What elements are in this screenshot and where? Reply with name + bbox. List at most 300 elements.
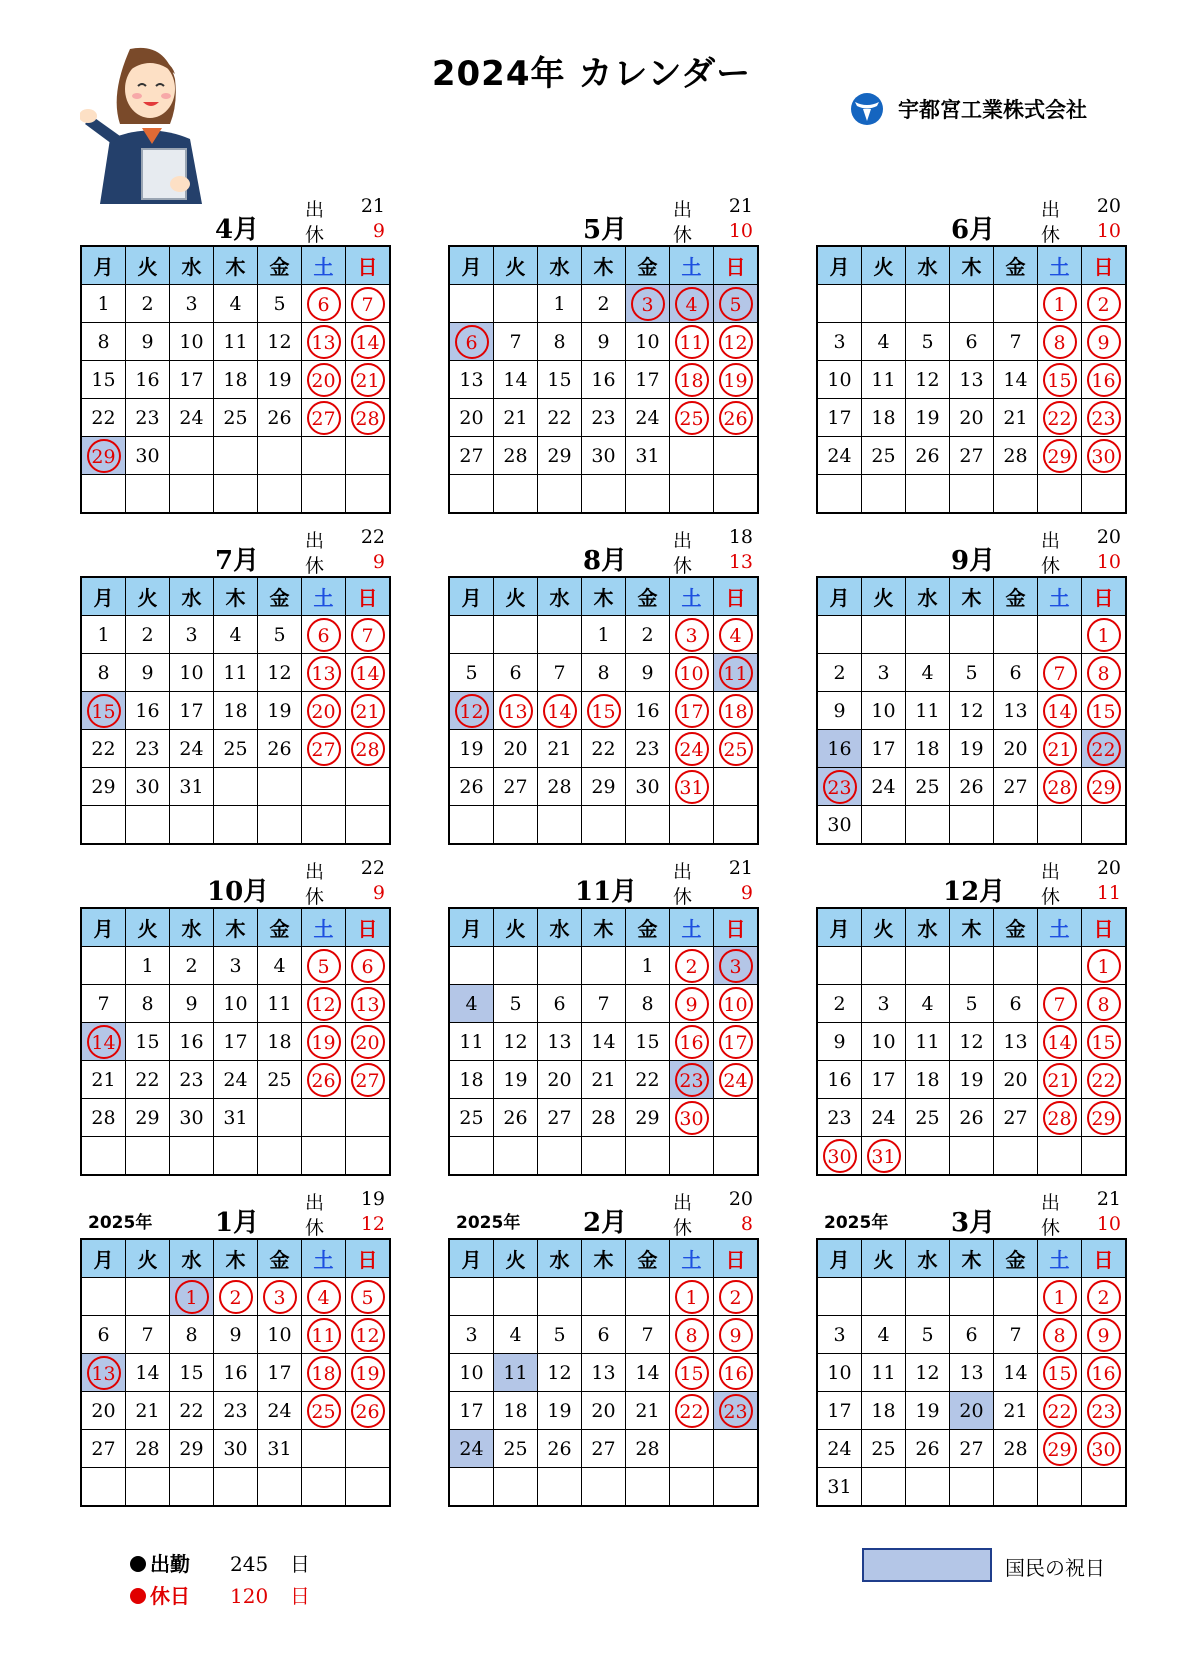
day-number: 13 xyxy=(1003,699,1028,722)
day-cell xyxy=(126,1392,170,1430)
day-cell xyxy=(258,361,302,399)
day-cell xyxy=(494,654,538,692)
month-header xyxy=(448,526,758,576)
day-cell xyxy=(258,654,302,692)
holiday-circle: 16 xyxy=(1087,1356,1121,1390)
holiday-circle: 28 xyxy=(1043,1101,1077,1135)
day-cell xyxy=(346,692,391,730)
weekday-header-row xyxy=(81,577,390,616)
day-cell xyxy=(950,654,994,692)
weekday-header: 木 xyxy=(214,577,258,616)
day-number: 21 xyxy=(547,737,572,760)
holiday-count: 12 xyxy=(360,1213,385,1235)
day-number: 12 xyxy=(959,1030,984,1053)
day-cell xyxy=(670,768,714,806)
holiday-circle: 15 xyxy=(87,694,121,728)
day-cell xyxy=(126,654,170,692)
weekday-header: 土 xyxy=(670,908,714,947)
weekday-header-row xyxy=(81,246,390,285)
day-cell xyxy=(862,437,906,475)
week-row xyxy=(81,1392,390,1430)
holiday-count: 11 xyxy=(1096,882,1121,904)
month-name: 9月 xyxy=(951,546,996,576)
week-row xyxy=(81,768,390,806)
day-cell xyxy=(670,654,714,692)
day-cell xyxy=(670,1099,714,1137)
day-cell xyxy=(626,1023,670,1061)
weekday-header: 水 xyxy=(538,908,582,947)
weekday-header-row xyxy=(449,577,758,616)
day-cell xyxy=(81,1137,126,1176)
day-number: 9 xyxy=(641,661,654,684)
holiday-circle: 20 xyxy=(351,1025,385,1059)
day-number: 18 xyxy=(915,737,940,760)
week-row xyxy=(817,1468,1126,1507)
weekday-header: 日 xyxy=(346,577,391,616)
day-cell xyxy=(494,616,538,654)
day-number: 22 xyxy=(547,406,572,429)
day-cell xyxy=(817,1137,862,1176)
day-cell xyxy=(81,985,126,1023)
week-row xyxy=(81,985,390,1023)
day-number: 23 xyxy=(223,1399,248,1422)
day-cell xyxy=(862,285,906,323)
holiday-circle: 13 xyxy=(307,656,341,690)
day-cell xyxy=(1038,1316,1082,1354)
day-cell xyxy=(714,475,759,514)
day-number: 1 xyxy=(597,623,610,646)
day-number: 25 xyxy=(503,1437,528,1460)
holiday-count-label: 休 xyxy=(673,555,693,577)
day-number: 26 xyxy=(915,1437,940,1460)
day-cell xyxy=(1082,399,1127,437)
month-header xyxy=(80,1188,390,1238)
day-cell xyxy=(214,1316,258,1354)
day-number: 17 xyxy=(871,1068,896,1091)
holiday-circle: 21 xyxy=(1043,732,1077,766)
day-number: 22 xyxy=(91,737,116,760)
day-cell xyxy=(582,1137,626,1176)
day-number: 17 xyxy=(223,1030,248,1053)
day-number: 3 xyxy=(185,292,198,315)
day-number: 21 xyxy=(91,1068,116,1091)
day-cell xyxy=(494,437,538,475)
day-cell xyxy=(994,1468,1038,1507)
day-cell xyxy=(81,1430,126,1468)
day-number: 13 xyxy=(1003,1030,1028,1053)
weekday-header: 金 xyxy=(626,1239,670,1278)
day-number: 10 xyxy=(179,330,204,353)
holiday-count: 8 xyxy=(740,1213,753,1235)
week-row xyxy=(449,985,758,1023)
day-cell xyxy=(346,475,391,514)
holiday-circle: 10 xyxy=(719,987,753,1021)
weekday-header: 日 xyxy=(1082,1239,1127,1278)
weekday-header: 金 xyxy=(626,577,670,616)
day-cell xyxy=(670,1354,714,1392)
day-cell xyxy=(214,654,258,692)
weekday-header: 火 xyxy=(126,908,170,947)
week-row xyxy=(81,730,390,768)
day-cell xyxy=(258,1316,302,1354)
calendar-grid xyxy=(816,245,1127,514)
day-cell xyxy=(626,654,670,692)
day-number: 12 xyxy=(547,1361,572,1384)
day-number: 4 xyxy=(465,992,478,1015)
day-cell xyxy=(214,947,258,985)
day-number: 5 xyxy=(273,292,286,315)
day-cell xyxy=(214,475,258,514)
day-cell xyxy=(626,806,670,845)
week-row xyxy=(817,1137,1126,1176)
day-number: 1 xyxy=(141,954,154,977)
black-dot-icon xyxy=(130,1556,146,1572)
day-cell xyxy=(346,361,391,399)
day-number: 9 xyxy=(141,661,154,684)
day-number: 18 xyxy=(503,1399,528,1422)
day-number: 13 xyxy=(959,1361,984,1384)
day-cell xyxy=(626,475,670,514)
day-cell xyxy=(994,1354,1038,1392)
day-number: 31 xyxy=(179,775,204,798)
day-cell xyxy=(1082,1137,1127,1176)
day-cell xyxy=(449,361,494,399)
day-cell xyxy=(449,730,494,768)
day-cell xyxy=(258,1137,302,1176)
day-number: 22 xyxy=(591,737,616,760)
holiday-circle: 7 xyxy=(1043,656,1077,690)
day-cell xyxy=(817,1430,862,1468)
month-header xyxy=(448,195,758,245)
day-cell xyxy=(302,1316,346,1354)
day-number: 7 xyxy=(141,1323,154,1346)
day-cell xyxy=(582,768,626,806)
week-row xyxy=(817,1061,1126,1099)
day-number: 17 xyxy=(267,1361,292,1384)
day-cell xyxy=(670,1137,714,1176)
day-cell xyxy=(494,768,538,806)
week-row xyxy=(817,437,1126,475)
day-cell xyxy=(994,323,1038,361)
day-cell xyxy=(1082,361,1127,399)
day-number: 14 xyxy=(635,1361,660,1384)
weekday-header: 木 xyxy=(582,908,626,947)
day-number: 10 xyxy=(827,1361,852,1384)
weekday-header: 金 xyxy=(994,246,1038,285)
week-row xyxy=(817,985,1126,1023)
day-cell xyxy=(494,1137,538,1176)
holiday-circle: 31 xyxy=(867,1139,901,1173)
weekday-header: 火 xyxy=(862,577,906,616)
weekday-header-row xyxy=(81,908,390,947)
month-name: 1月 xyxy=(215,1208,260,1238)
week-row xyxy=(449,1354,758,1392)
day-number: 9 xyxy=(833,1030,846,1053)
day-cell xyxy=(214,768,258,806)
weekday-header: 土 xyxy=(302,246,346,285)
month-header xyxy=(448,1188,758,1238)
holiday-count-label: 休 xyxy=(305,555,325,577)
holiday-count: 9 xyxy=(740,882,753,904)
work-day-count: 21 xyxy=(1096,1188,1121,1210)
day-number: 11 xyxy=(267,992,292,1015)
day-cell xyxy=(950,285,994,323)
month-calendar xyxy=(448,1188,758,1507)
day-cell xyxy=(449,947,494,985)
day-cell xyxy=(994,1392,1038,1430)
day-number: 24 xyxy=(635,406,660,429)
holiday-circle: 15 xyxy=(675,1356,709,1390)
day-number: 5 xyxy=(965,992,978,1015)
day-cell xyxy=(670,437,714,475)
week-row xyxy=(449,1099,758,1137)
day-cell xyxy=(670,475,714,514)
day-cell xyxy=(126,1137,170,1176)
day-number: 4 xyxy=(921,661,934,684)
day-cell xyxy=(714,985,759,1023)
day-cell xyxy=(950,1061,994,1099)
holiday-circle: 21 xyxy=(351,363,385,397)
week-row xyxy=(449,361,758,399)
day-cell xyxy=(950,437,994,475)
holiday-circle: 14 xyxy=(87,1025,121,1059)
day-cell xyxy=(1038,1099,1082,1137)
day-cell xyxy=(126,616,170,654)
calendar-grid xyxy=(80,245,391,514)
week-row xyxy=(817,616,1126,654)
day-cell xyxy=(494,1392,538,1430)
day-cell xyxy=(626,692,670,730)
calendar-grid xyxy=(816,907,1127,1176)
day-cell xyxy=(81,323,126,361)
month-calendar xyxy=(80,1188,390,1507)
day-cell xyxy=(1038,1278,1082,1316)
day-number: 2 xyxy=(833,992,846,1015)
day-cell xyxy=(626,437,670,475)
calendar-grid xyxy=(448,576,759,845)
day-number: 6 xyxy=(965,330,978,353)
day-number: 20 xyxy=(1003,737,1028,760)
weekday-header: 木 xyxy=(582,1239,626,1278)
day-number: 30 xyxy=(827,813,852,836)
day-cell xyxy=(862,1392,906,1430)
day-cell xyxy=(346,285,391,323)
day-cell xyxy=(994,1278,1038,1316)
holiday-circle: 23 xyxy=(719,1394,753,1428)
day-cell xyxy=(346,1392,391,1430)
day-cell xyxy=(1038,768,1082,806)
day-cell xyxy=(862,654,906,692)
day-cell xyxy=(906,1354,950,1392)
day-cell xyxy=(170,437,214,475)
calendar-grid xyxy=(80,907,391,1176)
holiday-circle: 23 xyxy=(1087,401,1121,435)
day-number: 25 xyxy=(871,1437,896,1460)
day-cell xyxy=(126,806,170,845)
day-cell xyxy=(862,1278,906,1316)
day-cell xyxy=(449,692,494,730)
day-number: 12 xyxy=(503,1030,528,1053)
day-cell xyxy=(126,730,170,768)
day-cell xyxy=(214,1354,258,1392)
day-number: 15 xyxy=(635,1030,660,1053)
day-cell xyxy=(81,1316,126,1354)
holiday-count: 10 xyxy=(1096,551,1121,573)
day-number: 15 xyxy=(91,368,116,391)
week-row xyxy=(81,692,390,730)
day-cell xyxy=(214,285,258,323)
day-cell xyxy=(538,1430,582,1468)
day-cell xyxy=(950,806,994,845)
day-cell xyxy=(126,475,170,514)
holiday-count-label: 休 xyxy=(1041,555,1061,577)
holiday-circle: 3 xyxy=(631,287,665,321)
holiday-circle: 24 xyxy=(719,1063,753,1097)
calendar-grid xyxy=(448,245,759,514)
week-row xyxy=(449,616,758,654)
holiday-count-label: 休 xyxy=(1041,224,1061,246)
day-cell xyxy=(346,654,391,692)
holiday-circle: 29 xyxy=(87,439,121,473)
day-number: 16 xyxy=(635,699,660,722)
day-cell xyxy=(494,399,538,437)
holiday-circle: 23 xyxy=(1087,1394,1121,1428)
day-cell xyxy=(906,730,950,768)
day-number: 28 xyxy=(91,1106,116,1129)
weekday-header: 水 xyxy=(906,577,950,616)
weekday-header: 月 xyxy=(449,577,494,616)
day-number: 20 xyxy=(503,737,528,760)
week-row xyxy=(817,1099,1126,1137)
day-cell xyxy=(714,1137,759,1176)
day-number: 12 xyxy=(267,661,292,684)
day-cell xyxy=(1082,947,1127,985)
work-day-count: 20 xyxy=(728,1188,753,1210)
day-cell xyxy=(670,1430,714,1468)
day-number: 28 xyxy=(635,1437,660,1460)
week-row xyxy=(81,616,390,654)
day-cell xyxy=(906,616,950,654)
work-count-label: 出 xyxy=(305,530,325,552)
day-cell xyxy=(538,475,582,514)
day-number: 24 xyxy=(827,444,852,467)
day-cell xyxy=(1082,1023,1127,1061)
holiday-circle: 29 xyxy=(1043,1432,1077,1466)
holiday-circle: 23 xyxy=(675,1063,709,1097)
weekday-header-row xyxy=(449,1239,758,1278)
day-cell xyxy=(670,1061,714,1099)
day-cell xyxy=(950,616,994,654)
holiday-circle: 1 xyxy=(175,1280,209,1314)
weekday-header: 月 xyxy=(449,1239,494,1278)
day-cell xyxy=(714,1354,759,1392)
holiday-circle: 26 xyxy=(351,1394,385,1428)
day-number: 22 xyxy=(179,1399,204,1422)
holiday-circle: 21 xyxy=(351,694,385,728)
day-number: 9 xyxy=(229,1323,242,1346)
holiday-circle: 17 xyxy=(719,1025,753,1059)
calendar-grid xyxy=(816,1238,1127,1507)
day-cell xyxy=(302,1468,346,1507)
day-number: 5 xyxy=(965,661,978,684)
holiday-circle: 5 xyxy=(719,287,753,321)
day-number: 18 xyxy=(223,699,248,722)
holiday-days-summary: 休日 120 日 xyxy=(130,1580,310,1609)
holiday-circle: 22 xyxy=(675,1394,709,1428)
day-cell xyxy=(494,1316,538,1354)
day-cell xyxy=(258,1430,302,1468)
day-cell xyxy=(494,1099,538,1137)
week-row xyxy=(449,1061,758,1099)
month-calendar xyxy=(816,857,1126,1176)
day-cell xyxy=(449,1316,494,1354)
day-cell xyxy=(214,730,258,768)
day-cell xyxy=(346,806,391,845)
day-cell xyxy=(582,1061,626,1099)
day-cell xyxy=(81,399,126,437)
month-name: 4月 xyxy=(215,215,260,245)
month-name: 10月 xyxy=(207,877,270,907)
national-holiday-legend-swatch xyxy=(862,1548,992,1582)
day-cell xyxy=(1082,1468,1127,1507)
day-cell xyxy=(1038,399,1082,437)
day-cell xyxy=(626,1061,670,1099)
day-cell xyxy=(538,1099,582,1137)
day-number: 25 xyxy=(915,1106,940,1129)
day-number: 19 xyxy=(959,737,984,760)
weekday-header: 金 xyxy=(994,577,1038,616)
day-cell xyxy=(302,692,346,730)
day-number: 17 xyxy=(179,699,204,722)
day-cell xyxy=(906,1468,950,1507)
day-number: 6 xyxy=(509,661,522,684)
day-cell xyxy=(862,1468,906,1507)
holiday-circle: 16 xyxy=(719,1356,753,1390)
holiday-circle: 18 xyxy=(719,694,753,728)
day-cell xyxy=(126,1023,170,1061)
day-cell xyxy=(302,654,346,692)
day-cell xyxy=(994,654,1038,692)
week-row xyxy=(817,361,1126,399)
week-row xyxy=(817,1430,1126,1468)
day-cell xyxy=(950,1354,994,1392)
day-number: 19 xyxy=(267,368,292,391)
day-number: 11 xyxy=(915,1030,940,1053)
day-number: 21 xyxy=(635,1399,660,1422)
day-cell xyxy=(862,1061,906,1099)
day-cell xyxy=(170,1137,214,1176)
day-cell xyxy=(670,985,714,1023)
holiday-circle: 30 xyxy=(1087,439,1121,473)
day-cell xyxy=(582,437,626,475)
day-number: 10 xyxy=(267,1323,292,1346)
day-cell xyxy=(214,1392,258,1430)
day-cell xyxy=(862,475,906,514)
day-cell xyxy=(1082,1099,1127,1137)
weekday-header: 土 xyxy=(302,908,346,947)
week-row xyxy=(817,399,1126,437)
week-row xyxy=(817,654,1126,692)
day-number: 19 xyxy=(547,1399,572,1422)
day-cell xyxy=(258,323,302,361)
day-cell xyxy=(494,1354,538,1392)
day-cell xyxy=(906,1137,950,1176)
day-number: 28 xyxy=(1003,1437,1028,1460)
day-cell xyxy=(906,692,950,730)
month-name: 5月 xyxy=(583,215,628,245)
holiday-circle: 24 xyxy=(675,732,709,766)
day-cell xyxy=(906,1099,950,1137)
